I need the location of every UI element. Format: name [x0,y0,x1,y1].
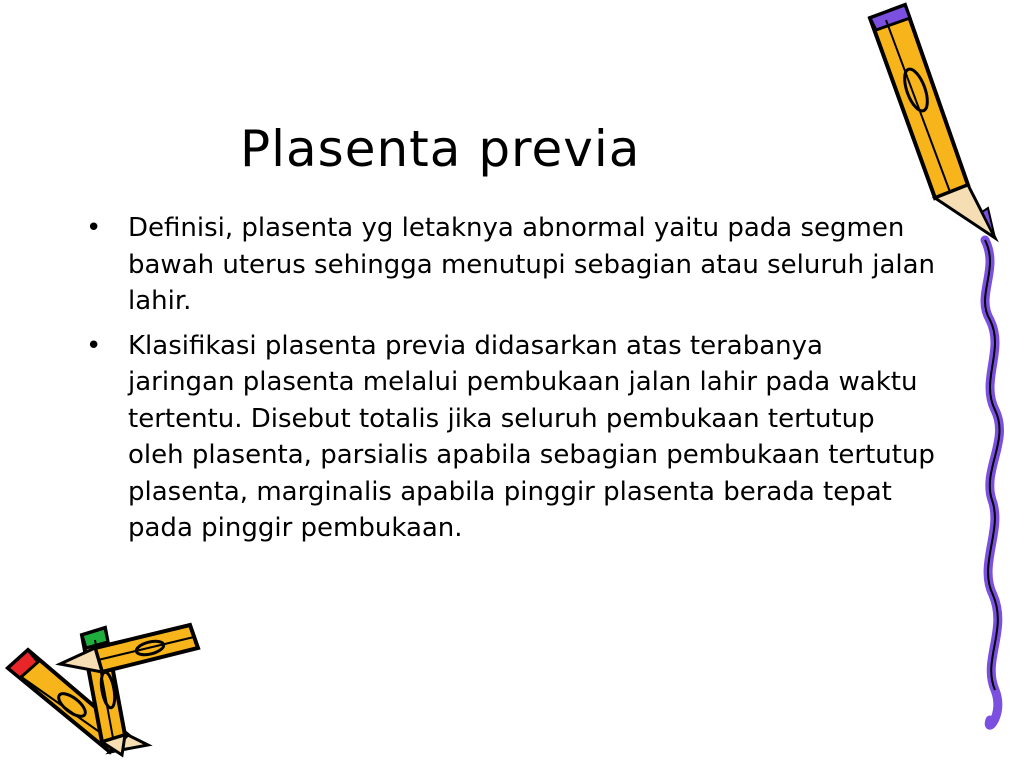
bullet-list [86,210,936,555]
pencil-icon-horizontal [60,625,198,672]
pencil-icon-top-right [870,5,995,238]
slide-title: Plasenta previa [240,120,641,178]
bullet-text: Klasifikasi plasenta previa didasarkan atas terabanya jaringan plasenta melalui pembukaan jalan lahir pada waktu tertentu. Disebut totalis jika seluruh pembukaan tertutup oleh plasenta, parsialis apabila sebagian pembukaan tertutup plasenta, marginalis apabila pinggir plasenta berada tepat pada pinggir pembukaan. [128,330,935,543]
bullet-text: Definisi, plasenta yg letaknya abnormal yaitu pada segmen bawah uterus sehingga menutupi sebagian atau seluruh jalan lahir. [128,213,936,316]
bullet-dot-icon: • [86,213,102,243]
bullet-item-classification [86,328,936,547]
bullet-dot-icon: • [86,330,102,361]
bullet-item-definition [86,210,936,320]
